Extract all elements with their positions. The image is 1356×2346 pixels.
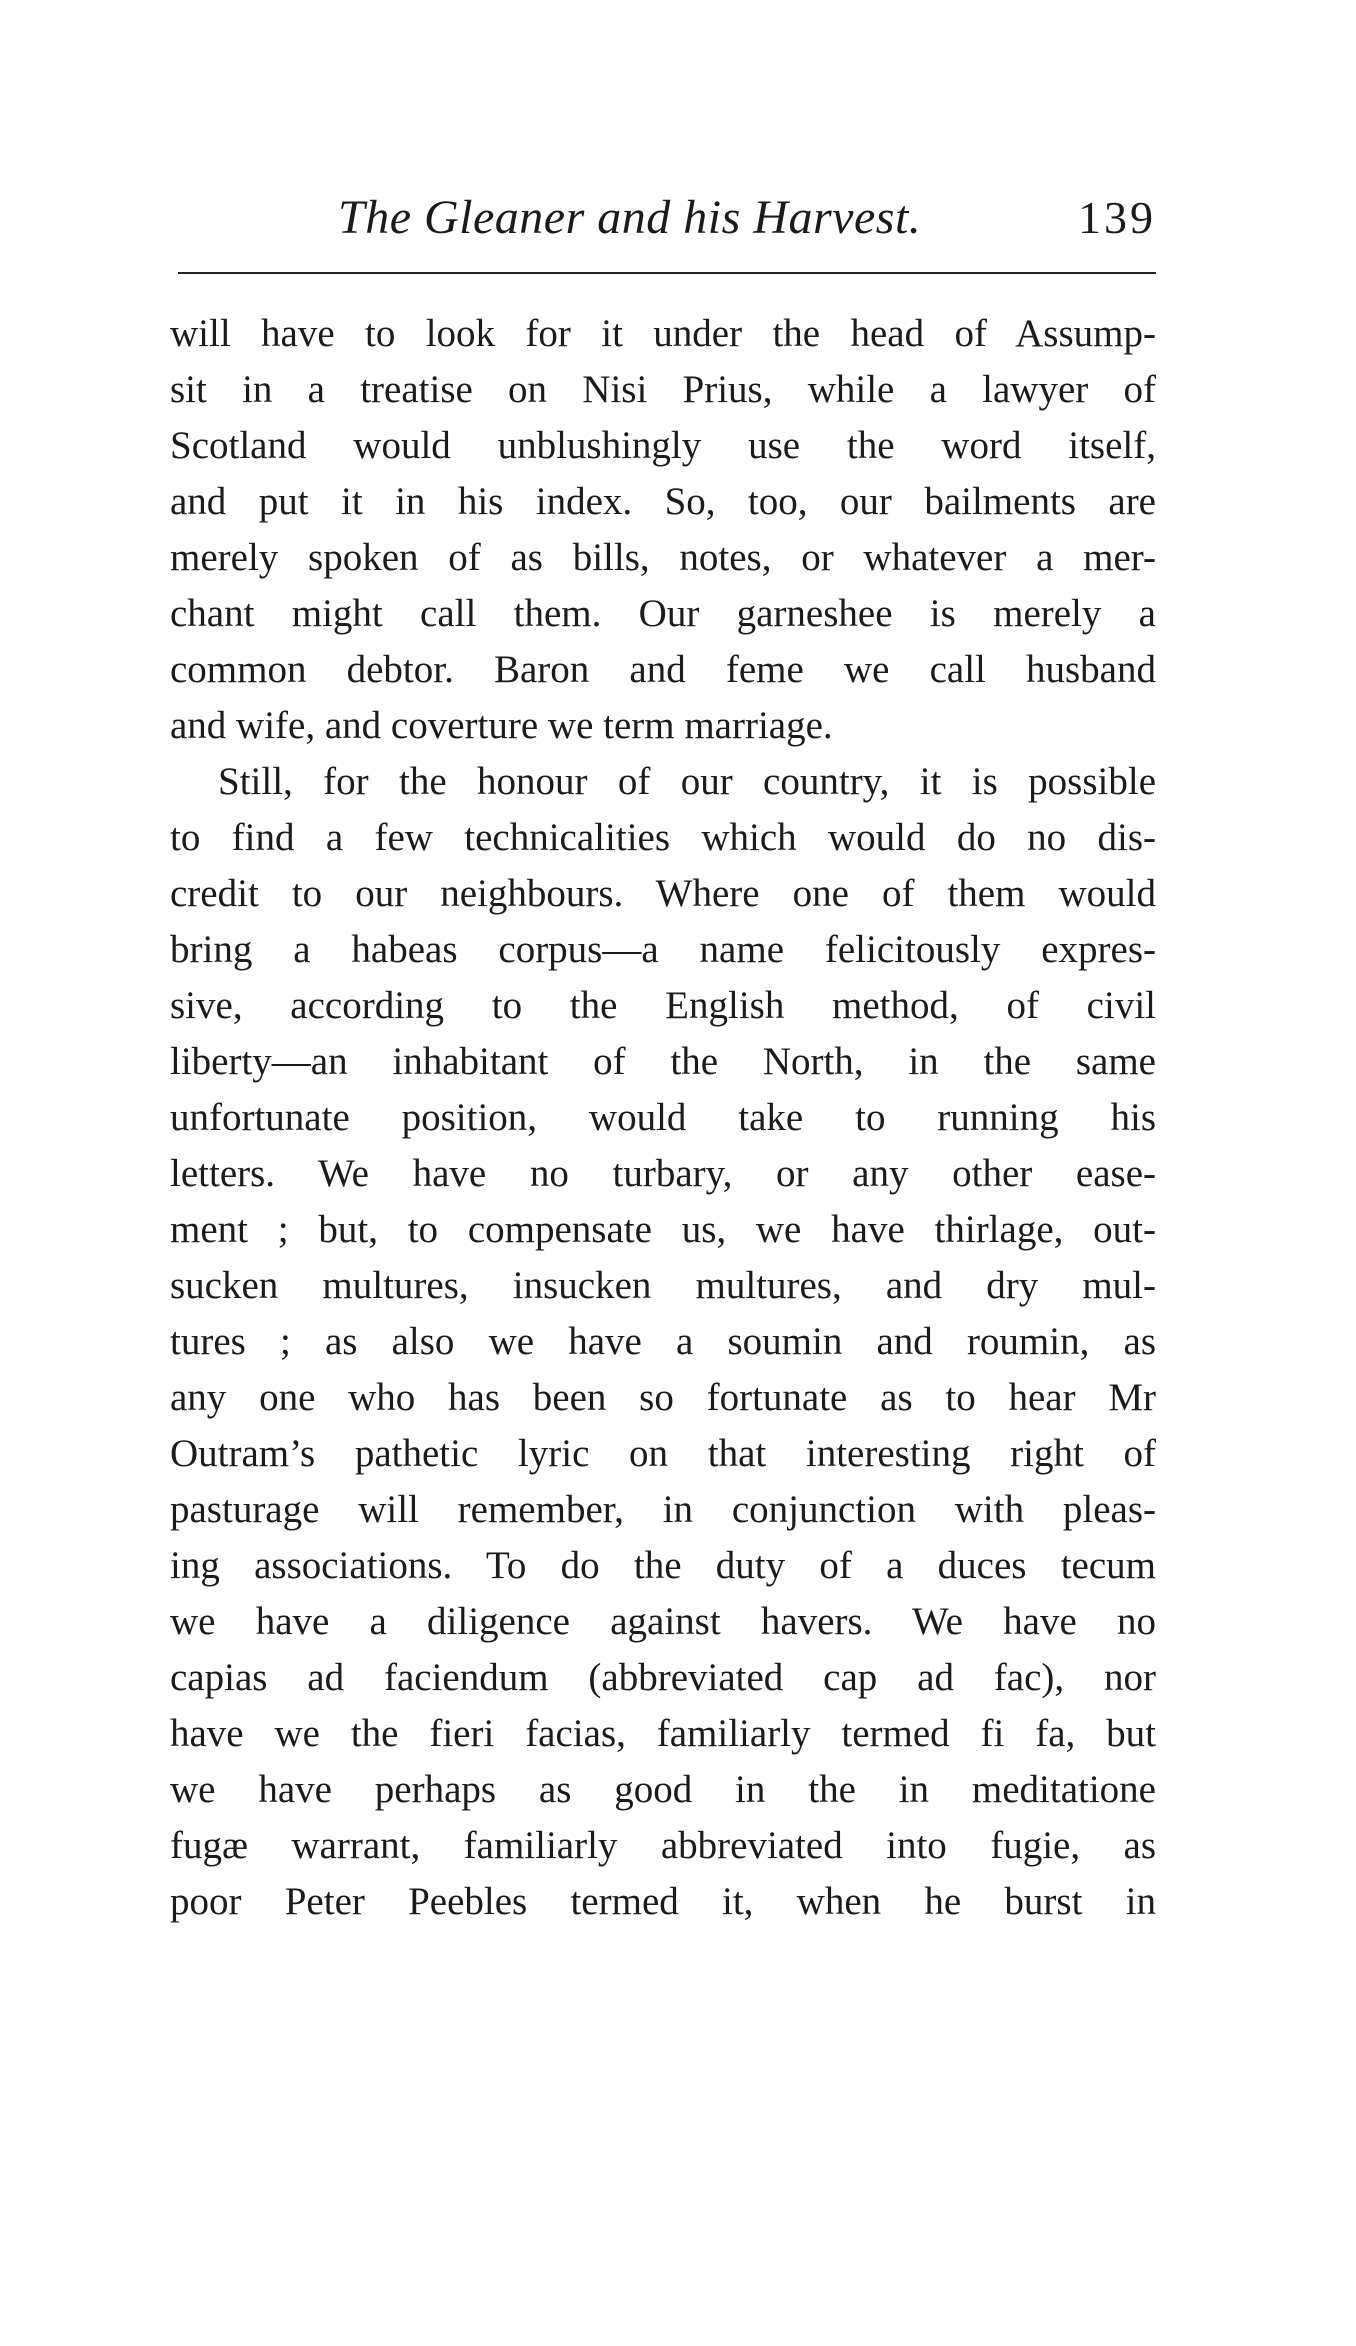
text-line: sucken multures, insucken multures, and dry mul-	[170, 1264, 1156, 1307]
text-line: Scotland would unblushingly use the word itself,	[170, 424, 1156, 467]
text-line: have we the fieri facias, familiarly termed fi fa, but	[170, 1712, 1156, 1755]
page-number: 139	[1078, 192, 1156, 243]
text-line: letters. We have no turbary, or any other ease-	[170, 1152, 1156, 1195]
text-line: poor Peter Peebles termed it, when he burst in	[170, 1880, 1156, 1923]
text-line: and put it in his index. So, too, our bailments are	[170, 480, 1156, 523]
text-line: credit to our neighbours. Where one of them would	[170, 872, 1156, 915]
text-line: liberty—an inhabitant of the North, in the same	[170, 1040, 1156, 1083]
text-line: common debtor. Baron and feme we call husband	[170, 648, 1156, 691]
text-line: bring a habeas corpus—a name felicitously expres-	[170, 928, 1156, 971]
text-line: pasturage will remember, in conjunction with pleas-	[170, 1488, 1156, 1531]
text-line: unfortunate position, would take to running his	[170, 1096, 1156, 1139]
text-line: sit in a treatise on Nisi Prius, while a lawyer of	[170, 368, 1156, 411]
text-line: Outram’s pathetic lyric on that interesting right of	[170, 1432, 1156, 1475]
text-line: ment ; but, to compensate us, we have thirlage, out-	[170, 1208, 1156, 1251]
text-line: we have perhaps as good in the in meditatione	[170, 1768, 1156, 1811]
running-head	[178, 188, 1156, 258]
text-line: will have to look for it under the head of Assump-	[170, 312, 1156, 355]
text-line: fugæ warrant, familiarly abbreviated into fugie, as	[170, 1824, 1156, 1867]
header-rule	[178, 272, 1156, 274]
text-line: to find a few technicalities which would do no dis-	[170, 816, 1156, 859]
text-line: capias ad faciendum (abbreviated cap ad fac), nor	[170, 1656, 1156, 1699]
running-title: The Gleaner and his Harvest.	[338, 191, 922, 244]
text-line: Still, for the honour of our country, it is possible	[218, 760, 1156, 803]
body-text	[170, 306, 1156, 1930]
text-line: tures ; as also we have a soumin and roumin, as	[170, 1320, 1156, 1363]
text-line: ing associations. To do the duty of a duces tecum	[170, 1544, 1156, 1587]
text-line: any one who has been so fortunate as to hear Mr	[170, 1376, 1156, 1419]
text-line: merely spoken of as bills, notes, or whatever a mer-	[170, 536, 1156, 579]
text-line: and wife, and coverture we term marriage.	[170, 704, 833, 747]
text-line: chant might call them. Our garneshee is merely a	[170, 592, 1156, 635]
text-line: we have a diligence against havers. We have no	[170, 1600, 1156, 1643]
text-line: sive, according to the English method, of civil	[170, 984, 1156, 1027]
